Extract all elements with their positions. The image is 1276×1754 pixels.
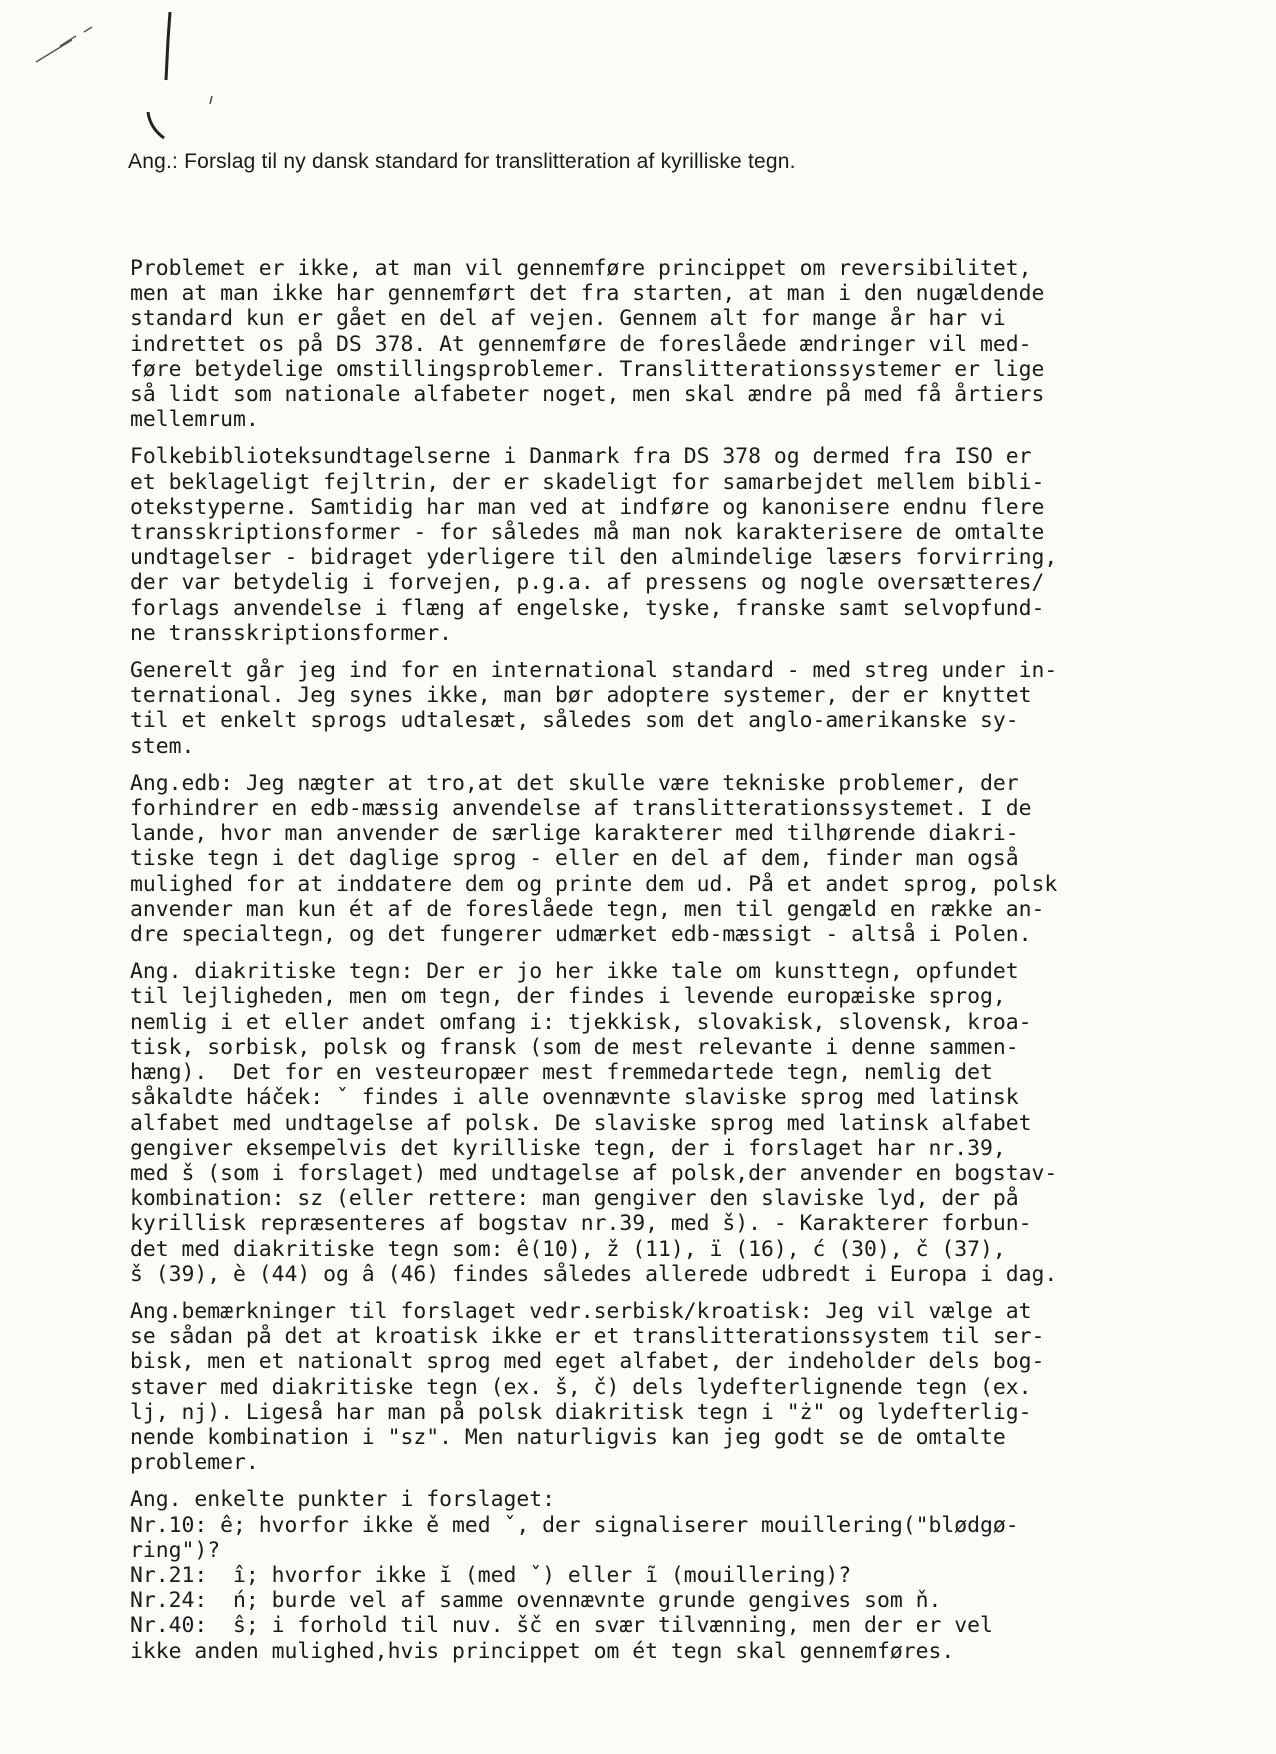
list-item: Nr.21: î; hvorfor ikke ĭ (med ˇ) eller ĩ (mouillering)? — [130, 1562, 852, 1588]
paragraph-diacritics: Ang. diakritiske tegn: Der er jo her ikke tale om kunsttegn, opfundet til lejligheden, men om tegn, der findes i levende europæiske sprog, nemlig i et eller andet omfang i: tjekkisk, slovakisk, slovensk, kroa- tisk, sorbisk, polsk og fransk (som de mest relevante i denne sammen- hæng). Det for en vesteuropæer mest fremmedartede tegn, nemlig det såkaldte háček: ˇ findes i alle ovennævnte slaviske sprog med latinsk alfabet med undtagelse af polsk. De slaviske sprog med latinsk alfabet gengiver eksempelvis det kyrilliske tegn, der i forslaget har nr.39, med š (som i forslaget) med undtagelse af polsk,der anvender en bogstav- kombination: sz (eller rettere: man gengiver den slaviske lyd, der på kyrillisk repræsenteres af bogstav nr.39, med š). - Karakterer forbun- det med diakritiske tegn som: ê(10), ž (11), ï (16), ć (30), č (37), š (39), è (44) og â (46) findes således allerede udbredt i Europa i dag. — [130, 959, 1058, 1287]
paragraph-international-standard: Generelt går jeg ind for en international standard - med streg under in- ternational. Jeg synes ikke, man bør adoptere systemer, der er knyttet til et enkelt sprogs udtalesæt, således som det anglo-amerikanske sy- stem. — [130, 658, 1058, 759]
paragraph-serbo-croatian: Ang.bemærkninger til forslaget vedr.serbisk/kroatisk: Jeg vil vælge at se sådan på det at kroatisk ikke er et translitterationssystem til ser- bisk, men et nationalt sprog med eget alfabet, der indeholder dels bog- staver med diakritiske tegn (ex. š, č) dels lydefterlignende tegn (ex. lj, nj). Ligeså har man på polsk diakritisk tegn i "ż" og lydefterlig- nende kombination i "sz". Men naturligvis kan jeg godt se de omtalte problemer. — [130, 1298, 1045, 1476]
list-item: Nr.24: ń; burde vel af samme ovennævnte grunde gengives som ň. — [130, 1588, 942, 1614]
points-heading: Ang. enkelte punkter i forslaget: — [130, 1487, 555, 1513]
list-item: ring")? — [130, 1537, 221, 1563]
paragraph-edb: Ang.edb: Jeg nægter at tro,at det skulle være tekniske problemer, der forhindrer en edb-mæssig anvendelse af translitterationssystemet. I de lande, hvor man anvender de særlige karakterer med tilhørende diakri- tiske tegn i det daglige sprog - eller en del af dem, finder man også mulighed for at inddatere dem og printe dem ud. På et andet sprog, polsk anvender man kun ét af de foreslåede tegn, men til gengæld en række an- dre specialtegn, og det fungerer udmærket edb-mæssigt - altså i Polen. — [130, 770, 1058, 948]
paragraph-reversibility: Problemet er ikke, at man vil gennemføre princippet om reversibilitet, men at man ikke har gennemført det fra starten, at man i den nugældende standard kun er gået en del af vejen. Gennem alt for mange år har vi indrettet os på DS 378. At gennemføre de foreslåede ændringer vil med- føre betydelige omstillingsproblemer. Translitterationssystemer er lige så lidt som nationale alfabeter noget, men skal ændre på med få årtiers mellemrum. — [130, 256, 1045, 433]
points-list — [130, 1487, 1220, 1663]
paragraph-library-exceptions: Folkebiblioteksundtagelserne i Danmark fra DS 378 og dermed fra ISO er et beklageligt fejltrin, der er skadeligt for samarbejdet mellem bibli- otekstyperne. Samtidig har man ved at indføre og kanonisere endnu flere transskriptionsformer - for således må man nok karakterisere de omtalte undtagelser - bidraget yderligere til den almindelige læsers forvirring, der var betydelig i forvejen, p.g.a. af pressens og nogle oversætteres/ forlags anvendelse i flæng af engelske, tyske, franske samt selvopfund- ne transskriptionsformer. — [130, 444, 1058, 646]
list-item: Nr.10: ê; hvorfor ikke ě med ˇ, der signaliserer mouillering("blødgø- — [130, 1512, 1019, 1538]
list-item: ikke anden mulighed,hvis princippet om ét tegn skal gennemføres. — [130, 1638, 955, 1664]
document-title: Ang.: Forslag til ny dansk standard for translitteration af kyrilliske tegn. — [128, 150, 796, 173]
letter-body — [130, 256, 1220, 1664]
list-item: Nr.40: ŝ; i forhold til nuv. šč en svær tilvænning, men der er vel — [130, 1613, 993, 1639]
